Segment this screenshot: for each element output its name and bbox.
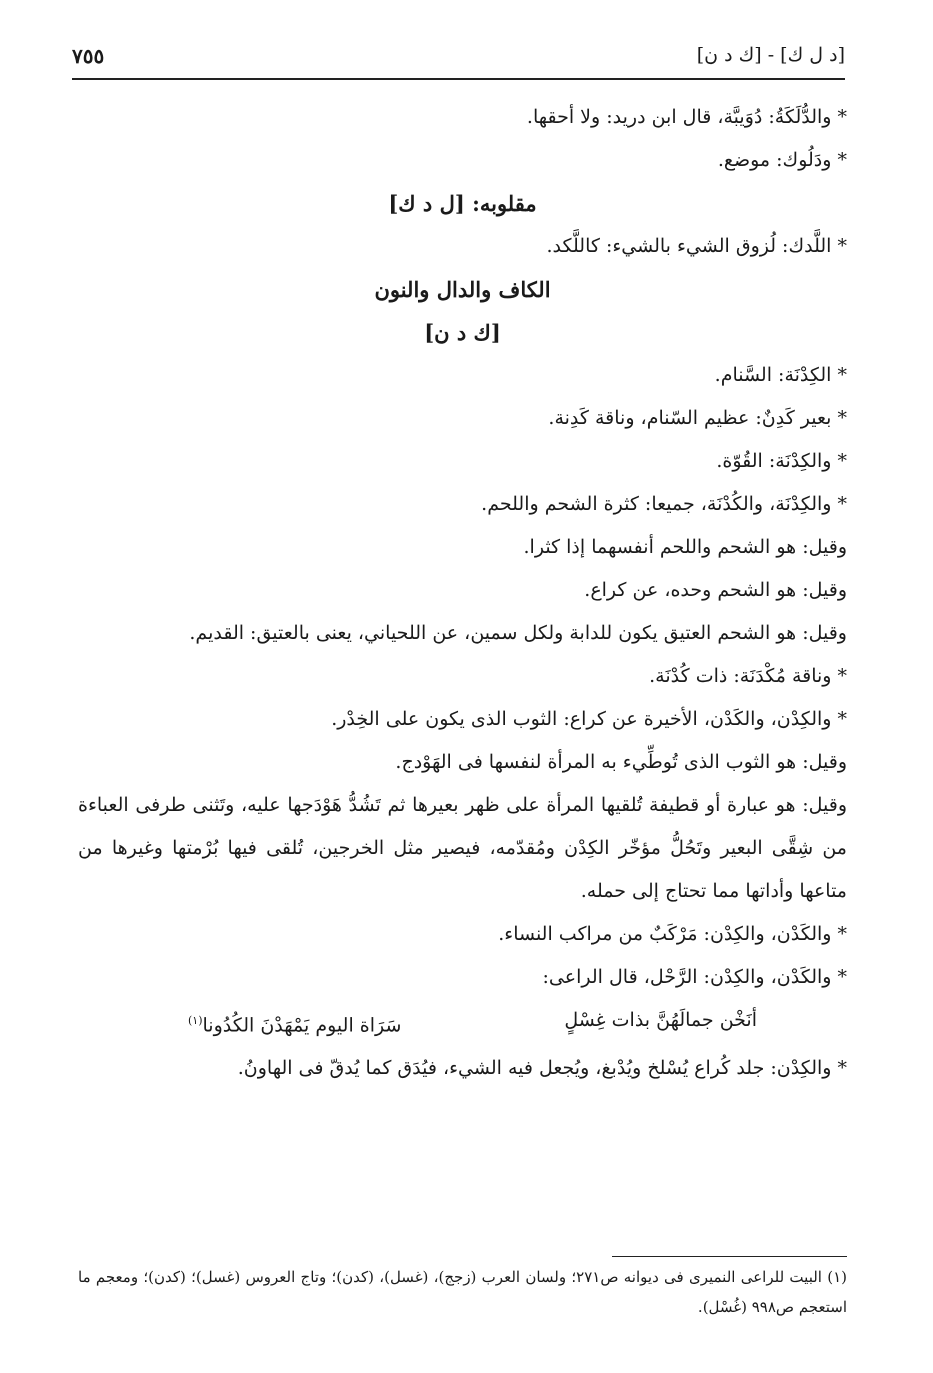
entry-paragraph: وقيل: هو عبارة أو قطيفة تُلقيها المرأة على ظهر بعيرها ثم تَشُدُّ هَوْدَجها عليه، وتَثنى طرفى العباءة من شِقَّى البعير وتَحُلُّ مؤخّر الكِدْن ومُقدّمه، فيصير مثل الخرجين، تُلقى فيها بُرْمتها وغيرها من متاعها وأداتها مما تحتاج إلى حمله. [78,794,847,902]
poem-second-hemistich: سَرَاة اليوم يَمْهَدْنَ الكُدُونا$^{(١)}$ [188,1014,402,1037]
page-number: ٧٥٥ [72,44,105,68]
page-header [72,44,845,78]
footnote-rule [612,1256,847,1257]
entry-line: * اللَّدك: لُزوق الشيء بالشيء: كاللَّكد. [546,235,847,257]
poem-verse [78,999,847,1047]
entry-line: * ودَلُوك: موضع. [717,149,847,171]
entry-line: * والدُّلَكَةُ: دُوَيبَّة، قال ابن دريد: ولا أحقها. [526,106,847,128]
entry-line: * وناقة مُكْدَنَة: ذات كُدْنَة. [649,665,847,687]
entry-line: * والكِدْن: جلد كُراع يُسْلخ ويُدْبغ، ويُجعل فيه الشيء، فيُدَق كما يُدقّ فى الهاونُ. [237,1057,847,1080]
entry-line: * الكِدْنَة: السَّنام. [714,364,847,386]
entry-line: * بعير كَدِنٌ: عظيم السّنام، وناقة كَدِنة. [548,407,847,429]
entry-line: وقيل: هو الثوب الذى تُوطِّيء به المرأة لنفسها فى الهَوْدج. [395,751,847,773]
entry-line: وقيل: هو الشحم وحده، عن كراع. [584,579,847,601]
entry-line: * والكِدْنَة، والكُدْنَة، جميعا: كثرة الشحم واللحم. [481,493,847,515]
footnote: (١) البيت للراعى النميرى فى ديوانه ص٢٧١؛ ولسان العرب (زجج)، (غسل)، (كدن)؛ وتاج العروس (غسل)؛ (كدن)؛ ومعجم ما استعجم ص٩٩٨ (غُسْل). [78,1268,848,1316]
chapter-heading: الكاف والدال والنون [374,277,551,302]
entry-line: وقيل: هو الشحم واللحم أنفسهما إذا كثرا. [523,536,847,558]
section-heading: مقلوبه: [ل د ك] [388,191,537,216]
entry-paragraph: وقيل: هو الشحم العتيق يكون للدابة ولكل سمين، عن اللحياني، يعنى بالعتيق: القديم. [189,622,847,644]
running-head: [د ل ك] - [ك د ن] [696,44,845,66]
entry-line: * والكِدْن، والكَدْن، الأخيرة عن كراع: الثوب الذى يكون على الخِدْر. [331,708,847,730]
poem-first-hemistich: أنَخْن جمالَهُنَّ بذات غِسْلٍ [564,1009,757,1031]
footnote-marker: (١) [188,1014,203,1027]
entry-line: * والكَدْن، والكِدْن: مَرْكَبٌ من مراكب النساء. [498,923,847,945]
header-rule [72,78,845,80]
entry-line: * والكِدْنَة: القُوّة. [716,450,847,472]
root-heading: [ك د ن] [424,320,501,345]
page-body [78,96,847,1090]
entry-line: * والكَدْن، والكِدْن: الرَّحْل، قال الراعى: [542,966,847,988]
